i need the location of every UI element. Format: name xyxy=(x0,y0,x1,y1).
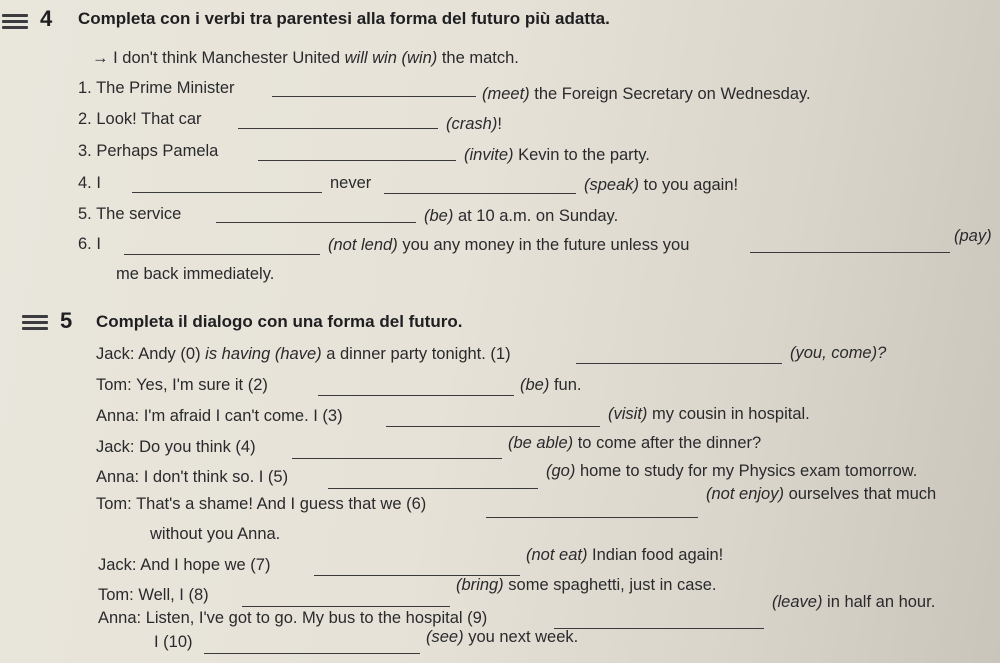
speaker-name: Jack: xyxy=(96,345,135,363)
speaker-name: Jack: xyxy=(96,438,135,456)
dialogue-text: Andy (0) xyxy=(138,345,201,363)
dialogue-text: a dinner party tonight. (1) xyxy=(326,345,511,363)
example-answer: is having xyxy=(205,345,271,363)
item-text: you any money in the future unless you xyxy=(402,236,690,254)
dialogue-line-tom-2-rest xyxy=(706,484,936,504)
speaker-name: Tom: xyxy=(98,586,134,604)
exercise-4-item-1 xyxy=(78,78,235,98)
exercise-4-example xyxy=(92,48,519,68)
exercise-4-item-2-rest xyxy=(446,114,502,134)
dialogue-text: Indian food again! xyxy=(592,546,724,564)
dialogue-line-anna-1 xyxy=(96,406,343,426)
answer-blank-d2[interactable] xyxy=(318,381,514,396)
verb-cue: (meet) xyxy=(482,85,530,103)
answer-blank-3[interactable] xyxy=(258,146,456,161)
dialogue-text: That's a shame! And I guess that we (6) xyxy=(136,495,427,513)
dialogue-text: Listen, I've got to go. My bus to the hospital (9) xyxy=(145,609,488,627)
speaker-name: Anna: xyxy=(98,609,142,627)
verb-cue: (visit) xyxy=(608,405,648,423)
dialogue-text: you next week. xyxy=(468,628,579,646)
exercise-4-instruction: Completa con i verbi tra parentesi alla forma del futuro più adatta. xyxy=(78,9,610,28)
exercise-4-item-5 xyxy=(78,204,181,224)
verb-cue: (crash) xyxy=(446,115,498,133)
verb-cue: (be able) xyxy=(508,434,574,452)
exercise-4-number: 4 xyxy=(40,6,53,31)
answer-blank-4b[interactable] xyxy=(384,179,576,194)
verb-cue: (pay) xyxy=(954,227,992,245)
dialogue-line-jack-2-rest xyxy=(508,433,761,453)
dialogue-text: some spaghetti, just in case. xyxy=(508,576,717,594)
verb-cue: (invite) xyxy=(464,146,514,164)
answer-blank-6a[interactable] xyxy=(124,240,320,255)
dialogue-line-tom-1 xyxy=(96,375,268,395)
exercise-5-number: 5 xyxy=(60,308,73,333)
item-text-continuation: me back immediately. xyxy=(116,265,275,283)
item-text: The service xyxy=(96,205,182,223)
verb-cue: (be) xyxy=(520,376,550,394)
speaker-name: Tom: xyxy=(96,376,132,394)
item-text: I xyxy=(96,235,101,253)
dialogue-line-anna-2 xyxy=(96,467,288,487)
exercise-4-item-6 xyxy=(78,234,101,254)
answer-blank-6b[interactable] xyxy=(750,238,950,253)
exercise-4-item-5-rest xyxy=(424,206,618,226)
dialogue-continuation-rest xyxy=(426,627,578,647)
example-text: I don't think Manchester United xyxy=(113,49,341,67)
dialogue-line-anna-3 xyxy=(98,608,487,628)
speaker-name: Anna: xyxy=(96,468,140,486)
dialogue-text: I'm afraid I can't come. I (3) xyxy=(143,407,343,425)
exercise-4-item-2 xyxy=(78,109,202,129)
answer-blank-d1[interactable] xyxy=(576,349,782,364)
answer-blank-d6[interactable] xyxy=(486,503,698,518)
dialogue-text: home to study for my Physics exam tomorrow. xyxy=(579,462,918,480)
answer-blank-d7[interactable] xyxy=(314,561,520,576)
item-text-never: never xyxy=(330,174,372,192)
item-number: 2. xyxy=(78,110,92,128)
exercise-4-item-1-rest xyxy=(482,84,811,104)
arrow-icon: → xyxy=(92,49,109,67)
item-number: 6. xyxy=(78,235,92,253)
answer-blank-d4[interactable] xyxy=(292,444,502,459)
verb-cue-pay xyxy=(954,226,992,246)
exercise-5-marker-icon xyxy=(22,315,48,333)
exercise-4-item-3-rest xyxy=(464,145,650,165)
item-number: 3. xyxy=(78,142,92,160)
item-number: 1. xyxy=(78,79,92,97)
example-cue: (win) xyxy=(401,49,438,67)
dialogue-line-anna-1-rest xyxy=(608,404,810,424)
verb-cue-d1 xyxy=(790,343,886,363)
item-text: Kevin to the party. xyxy=(518,146,650,164)
speaker-name: Jack: xyxy=(98,556,137,574)
answer-blank-d8[interactable] xyxy=(242,592,450,607)
dialogue-text: in half an hour. xyxy=(827,593,936,611)
dialogue-text: ourselves that much xyxy=(788,485,937,503)
dialogue-text: Yes, I'm sure it (2) xyxy=(136,376,268,394)
item-text: at 10 a.m. on Sunday. xyxy=(457,207,619,225)
verb-cue: (not enjoy) xyxy=(706,485,784,503)
dialogue-line-jack-2 xyxy=(96,437,256,457)
example-text-end: the match. xyxy=(441,49,519,67)
answer-blank-d5[interactable] xyxy=(328,474,538,489)
item-text: ! xyxy=(497,115,502,133)
dialogue-line-anna-2-rest xyxy=(546,461,917,481)
answer-blank-d9[interactable] xyxy=(554,614,764,629)
item-text: Look! That car xyxy=(96,110,202,128)
answer-blank-4a[interactable] xyxy=(132,178,322,193)
verb-cue: (not eat) xyxy=(526,546,588,564)
dialogue-line-jack-1 xyxy=(96,344,511,364)
item-text: to you again! xyxy=(643,176,739,194)
item-number: 5. xyxy=(78,205,92,223)
dialogue-text: And I hope we (7) xyxy=(140,556,271,574)
speaker-name: Anna: xyxy=(96,407,140,425)
example-answer: will win xyxy=(344,49,397,67)
exercise-4-marker-icon xyxy=(2,14,28,32)
verb-cue: (not lend) xyxy=(328,236,398,254)
verb-cue: (leave) xyxy=(772,593,823,611)
dialogue-line-jack-3 xyxy=(98,555,270,575)
dialogue-line-tom-1-rest xyxy=(520,375,581,395)
dialogue-line-tom-2 xyxy=(96,494,426,514)
verb-cue: (see) xyxy=(426,628,464,646)
item-text: Perhaps Pamela xyxy=(96,142,219,160)
item-number: 4. xyxy=(78,174,92,192)
item-text: I xyxy=(96,174,101,192)
dialogue-continuation: without you Anna. xyxy=(150,525,281,543)
dialogue-line-anna-3-rest xyxy=(772,592,935,612)
dialogue-text: Well, I (8) xyxy=(138,586,209,604)
answer-blank-1[interactable] xyxy=(272,82,476,97)
dialogue-continuation: I (10) xyxy=(154,633,193,651)
exercise-4-item-4 xyxy=(78,173,101,193)
answer-blank-2[interactable] xyxy=(238,114,438,129)
verb-cue: (speak) xyxy=(584,176,640,194)
dialogue-line-tom-3 xyxy=(98,585,209,605)
exercise-4-item-4-rest xyxy=(584,175,738,195)
item-text: The Prime Minister xyxy=(96,79,235,97)
verb-cue: (bring) xyxy=(456,576,504,594)
dialogue-text: fun. xyxy=(553,376,582,394)
speaker-name: Tom: xyxy=(96,495,132,513)
verb-cue: (go) xyxy=(546,462,576,480)
exercise-5-instruction: Completa il dialogo con una forma del futuro. xyxy=(96,312,463,331)
answer-blank-d10[interactable] xyxy=(204,639,420,654)
dialogue-text: my cousin in hospital. xyxy=(652,405,810,423)
dialogue-text: to come after the dinner? xyxy=(577,434,762,452)
exercise-4-item-3 xyxy=(78,141,218,161)
dialogue-text: Do you think (4) xyxy=(139,438,256,456)
answer-blank-d3[interactable] xyxy=(386,412,600,427)
item-text: the Foreign Secretary on Wednesday. xyxy=(534,85,811,103)
verb-cue: (have) xyxy=(274,345,322,363)
answer-blank-5[interactable] xyxy=(216,208,416,223)
exercise-4-item-6-rest xyxy=(328,235,689,255)
dialogue-text: I don't think so. I (5) xyxy=(143,468,289,486)
dialogue-line-jack-3-rest xyxy=(526,545,723,565)
dialogue-line-tom-3-rest xyxy=(456,575,716,595)
verb-cue: (be) xyxy=(424,207,454,225)
verb-cue: (you, come)? xyxy=(790,344,887,362)
